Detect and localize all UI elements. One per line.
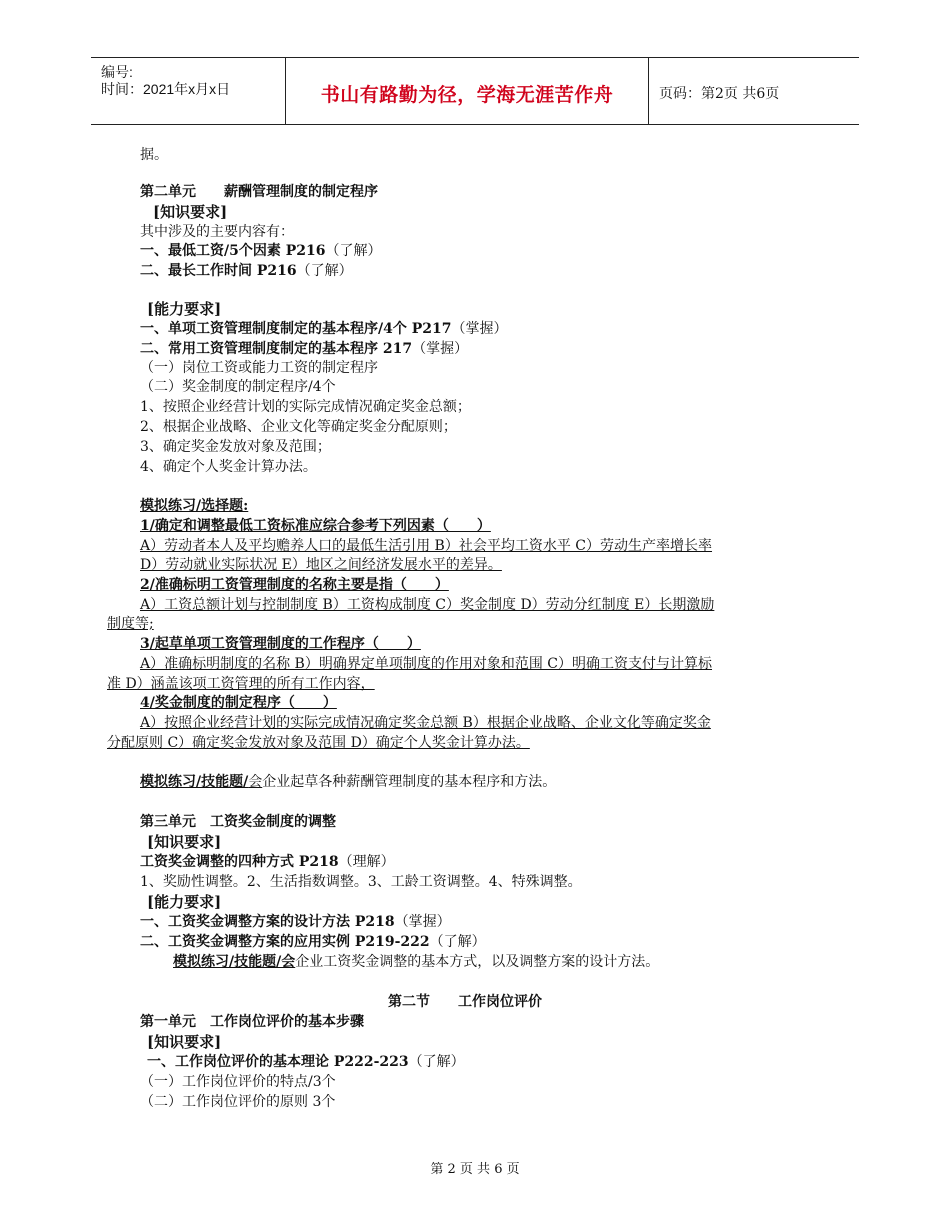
page-header	[91, 57, 859, 125]
question-options: 准 D）涵盖该项工资管理的所有工作内容，	[107, 676, 375, 692]
item-title: 一、单项工资管理制度制定的基本程序/4个 P217	[140, 321, 452, 337]
question-title: 2/准确标明工资管理制度的名称主要是指（ ）	[140, 577, 449, 593]
text-line: （二）工作岗位评价的原则 3个	[140, 1094, 336, 1110]
page-footer: 第 2 页 共 6 页	[430, 1162, 520, 1177]
list-item	[147, 1053, 465, 1071]
skill-label: 模拟练习/技能题/	[140, 774, 249, 790]
item-note: （理解）	[338, 854, 395, 870]
text-line: 其中涉及的主要内容有：	[140, 224, 294, 240]
header-info-cell	[91, 58, 286, 124]
text-line: 1、按照企业经营计划的实际完成情况确定奖金总额；	[140, 399, 471, 415]
header-motto-cell	[286, 58, 649, 124]
text-line: 1、奖励性调整。2、生活指数调整。3、工龄工资调整。4、特殊调整。	[140, 874, 582, 890]
knowledge-heading: [知识要求]	[147, 833, 222, 851]
question-options: 制度等;	[107, 616, 154, 632]
question-title: 3/起草单项工资管理制度的工作程序（ ）	[140, 636, 421, 652]
list-item	[140, 320, 507, 338]
exercise-heading: 模拟练习/选择题:	[140, 498, 249, 514]
motto: 书山有路勤为径，学海无涯苦作舟	[320, 84, 614, 106]
unit-heading: 第三单元 工资奖金制度的调整	[140, 814, 336, 830]
page-info: 页码：第2页 共6页	[659, 86, 780, 102]
skill-text: 企业工资奖金调整的基本方式，以及调整方案的设计方法。	[295, 954, 660, 970]
header-page-cell	[649, 58, 859, 124]
ability-heading: [能力要求]	[147, 893, 222, 911]
skill-exercise	[140, 773, 556, 791]
list-item	[140, 933, 486, 951]
item-title: 二、常用工资管理制度制定的基本程序 217	[140, 341, 413, 357]
unit-heading: 第一单元 工作岗位评价的基本步骤	[140, 1014, 364, 1030]
item-note: （了解）	[408, 1054, 465, 1070]
item-note: （掌握）	[412, 341, 469, 357]
text-line: （一）工作岗位评价的特点/3个	[140, 1074, 336, 1090]
knowledge-heading: [知识要求]	[153, 203, 228, 221]
ability-heading: [能力要求]	[147, 300, 222, 318]
question-options: A）劳动者本人及平均赡养人口的最低生活引用 B）社会平均工资水平 C）劳动生产率增长率	[140, 538, 713, 554]
skill-exercise	[173, 953, 659, 971]
knowledge-heading: [知识要求]	[147, 1033, 222, 1051]
item-note: （掌握）	[394, 914, 451, 930]
text-line: 据。	[140, 147, 168, 163]
skill-label: 模拟练习/技能题/会	[173, 954, 296, 970]
item-title: 一、工作岗位评价的基本理论 P222-223	[147, 1054, 409, 1070]
item-title: 二、最长工作时间 P216	[140, 263, 297, 279]
list-item	[140, 262, 353, 280]
unit-heading: 第二单元 薪酬管理制度的制定程序	[140, 184, 378, 200]
text-line: （一）岗位工资或能力工资的制定程序	[140, 360, 378, 376]
list-item	[140, 340, 468, 358]
item-note: （掌握）	[451, 321, 508, 337]
item-title: 一、工资奖金调整方案的设计方法 P218	[140, 914, 395, 930]
question-options: A）准确标明制度的名称 B）明确界定单项制度的作用对象和范围 C）明确工资支付与计算标	[140, 656, 713, 672]
item-title: 一、最低工资/5个因素 P216	[140, 243, 326, 259]
question-options: A）按照企业经营计划的实际完成情况确定奖金总额 B）根据企业战略、企业文化等确定奖金	[140, 715, 711, 731]
serial-label: 编号:	[101, 64, 133, 80]
skill-verb: 会	[248, 774, 263, 790]
skill-text: 企业起草各种薪酬管理制度的基本程序和方法。	[262, 774, 557, 790]
text-line: （二）奖金制度的制定程序/4个	[140, 379, 336, 395]
question-options: A）工资总额计划与控制制度 B）工资构成制度 C）奖金制度 D）劳动分红制度 E）长期激励	[140, 597, 715, 613]
item-note: （了解）	[429, 934, 486, 950]
item-title: 工资奖金调整的四种方式 P218	[140, 854, 339, 870]
question-options: D）劳动就业实际状况 E）地区之间经济发展水平的差异。	[140, 557, 502, 573]
section-heading: 第二节 工作岗位评价	[388, 994, 542, 1010]
question-title: 4/奖金制度的制定程序（ ）	[140, 695, 337, 711]
text-line: 4、确定个人奖金计算办法。	[140, 459, 317, 475]
list-item	[140, 242, 381, 260]
time-label: 时间：2021年x月x日	[101, 81, 231, 97]
question-options: 分配原则 C）确定奖金发放对象及范围 D）确定个人奖金计算办法。	[107, 735, 530, 751]
list-item	[140, 853, 395, 871]
item-title: 二、工资奖金调整方案的应用实例 P219-222	[140, 934, 430, 950]
item-note: （了解）	[325, 243, 382, 259]
question-title: 1/确定和调整最低工资标准应综合参考下列因素（ ）	[140, 518, 491, 534]
list-item	[140, 913, 451, 931]
item-note: （了解）	[296, 263, 353, 279]
text-line: 3、确定奖金发放对象及范围；	[140, 439, 331, 455]
text-line: 2、根据企业战略、企业文化等确定奖金分配原则；	[140, 419, 457, 435]
